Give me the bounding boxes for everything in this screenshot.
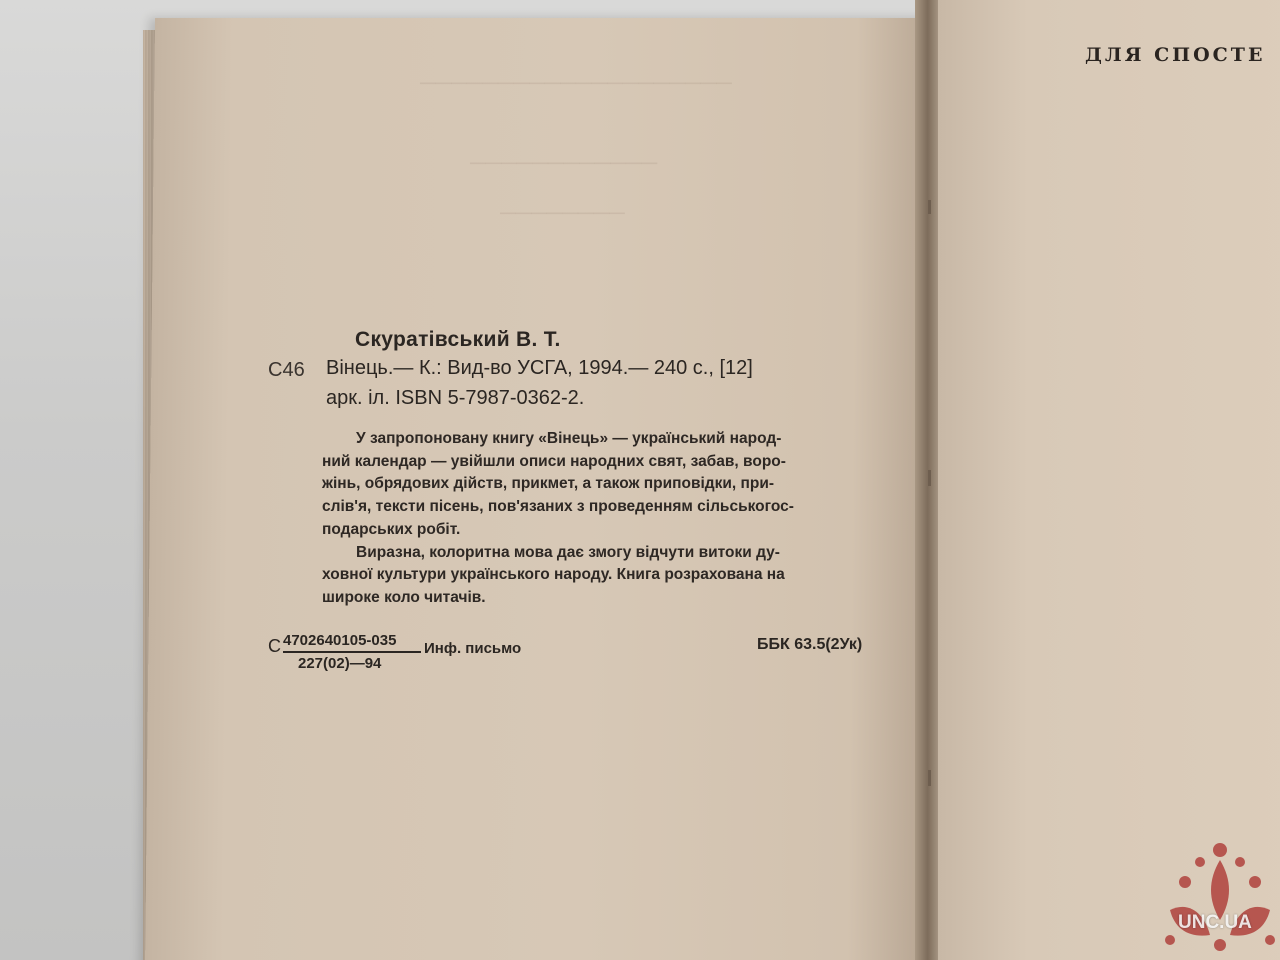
bbk-code: ББК 63.5(2Ук)	[757, 636, 863, 653]
catalog-code: С46	[268, 359, 305, 381]
bleed-through-text: ────────────────────	[420, 70, 732, 95]
watermark-logo: UNC.UA	[1178, 912, 1252, 933]
bibliographic-line-2: арк. іл. ISBN 5-7987-0362-2.	[326, 387, 585, 409]
binding-stitch	[928, 200, 931, 214]
bibliographic-line-1: Вінець.— К.: Вид-во УСГА, 1994.— 240 с., [12]	[326, 357, 753, 379]
index-prefix: С	[268, 636, 281, 656]
abstract-line: Виразна, колоритна мова дає змогу відчути витоки ду-	[356, 543, 780, 561]
abstract-line: подарських робіт.	[322, 520, 461, 538]
author-name: Скуратівський В. Т.	[355, 328, 561, 351]
index-denominator: 227(02)—94	[298, 655, 382, 672]
index-numerator: 4702640105-035	[283, 632, 397, 649]
abstract-line: ний календар — увійшли описи народних свят, забав, воро-	[322, 452, 786, 470]
abstract-line: слів'я, тексти пісень, пов'язаних з проведенням сільськогос-	[322, 498, 794, 516]
bleed-through-text: ────────	[500, 200, 625, 225]
abstract-line: широке коло читачів.	[322, 588, 486, 606]
binding-stitch	[928, 470, 931, 486]
abstract-paragraph-2	[322, 542, 887, 610]
fraction-line	[283, 651, 421, 653]
abstract	[322, 428, 887, 610]
bleed-through-text: ────────────	[470, 150, 658, 175]
abstract-paragraph-1	[322, 428, 887, 542]
abstract-line: жінь, обрядових дійств, прикмет, а також приповідки, при-	[322, 475, 775, 493]
embroidery-ornament-icon	[1150, 820, 1280, 960]
abstract-line: У запропоновану книгу «Вінець» — український народ-	[356, 430, 782, 447]
binding-stitch	[928, 770, 931, 786]
index-note: Инф. письмо	[424, 640, 522, 657]
abstract-line: ховної культури українського народу. Книга розрахована на	[322, 566, 785, 584]
right-page-header: ДЛЯ СПОСТЕ	[1085, 44, 1266, 66]
right-page	[938, 0, 1280, 960]
